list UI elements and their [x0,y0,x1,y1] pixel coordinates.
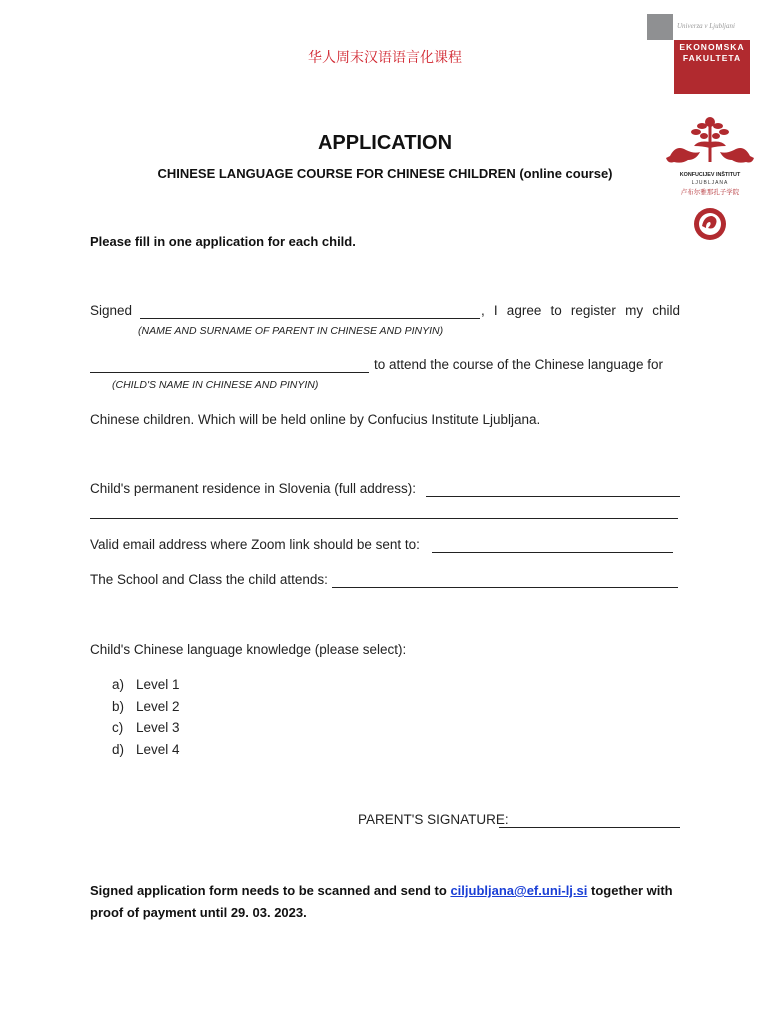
residence-label: Child's permanent residence in Slovenia (full address): [90,481,416,496]
footer-text-part3: proof of payment until 29. 03. 2023. [90,905,307,920]
level-label: Level 1 [136,677,180,692]
parent-name-field[interactable] [140,318,480,319]
footer-text-part1: Signed application form needs to be scanned and send to [90,883,447,898]
chinese-course-title: 华人周末汉语语言化课程 [308,49,462,65]
email-label: Valid email address where Zoom link should be sent to: [90,537,420,552]
faculty-line1: EKONOMSKA [679,42,745,52]
university-grey-square [647,14,673,40]
faculty-logo [647,14,750,94]
level-marker: d) [112,741,125,757]
agree-text: , I agree to register my child [481,303,680,318]
page-title: APPLICATION [317,132,453,154]
signed-label: Signed [90,303,133,318]
child-name-field[interactable] [90,372,369,373]
school-field[interactable] [332,587,678,588]
school-label: The School and Class the child attends: [90,572,328,587]
child-name-hint: (CHILD'S NAME IN CHINESE AND PINYIN) [112,379,319,391]
residence-field-line1[interactable] [426,496,680,497]
residence-field-line2[interactable] [90,518,678,519]
attend-text: to attend the course of the Chinese language for [374,357,663,372]
level-label: Level 2 [136,698,180,714]
email-field[interactable] [432,552,673,553]
signature-label: PARENT'S SIGNATURE: [358,812,509,827]
parent-name-hint: (NAME AND SURNAME OF PARENT IN CHINESE AND PINYIN) [138,325,444,337]
instruction-text: Please fill in one application for each child. [90,234,356,249]
page-subtitle: CHINESE LANGUAGE COURSE FOR CHINESE CHILDREN (online course) [157,166,613,181]
knowledge-label: Child's Chinese language knowledge (please select): [90,642,407,657]
level-marker: c) [112,720,124,735]
level-marker: a) [112,677,125,692]
level-label: Level 4 [136,741,180,757]
signature-field[interactable] [499,827,680,828]
institute-city-text: LJUBLJANA [691,180,729,186]
institute-chinese-text: 卢布尔雅那孔子学院 [680,188,740,196]
footer-text-part2: together with [591,883,673,898]
footer-note [90,880,680,924]
institute-name-text: KONFUCIJEV INŠTITUT [679,172,741,178]
level-marker: b) [112,698,125,714]
held-online-text: Chinese children. Which will be held online by Confucius Institute Ljubljana. [90,412,541,427]
university-name: Univerza v Ljubljani [677,22,735,30]
faculty-red-block [674,40,750,94]
level-label: Level 3 [136,720,180,735]
seal-icon [694,208,726,240]
faculty-line2: FAKULTETA [682,53,742,63]
contact-email-link[interactable]: ciljubljana@ef.uni-lj.si [450,883,588,898]
